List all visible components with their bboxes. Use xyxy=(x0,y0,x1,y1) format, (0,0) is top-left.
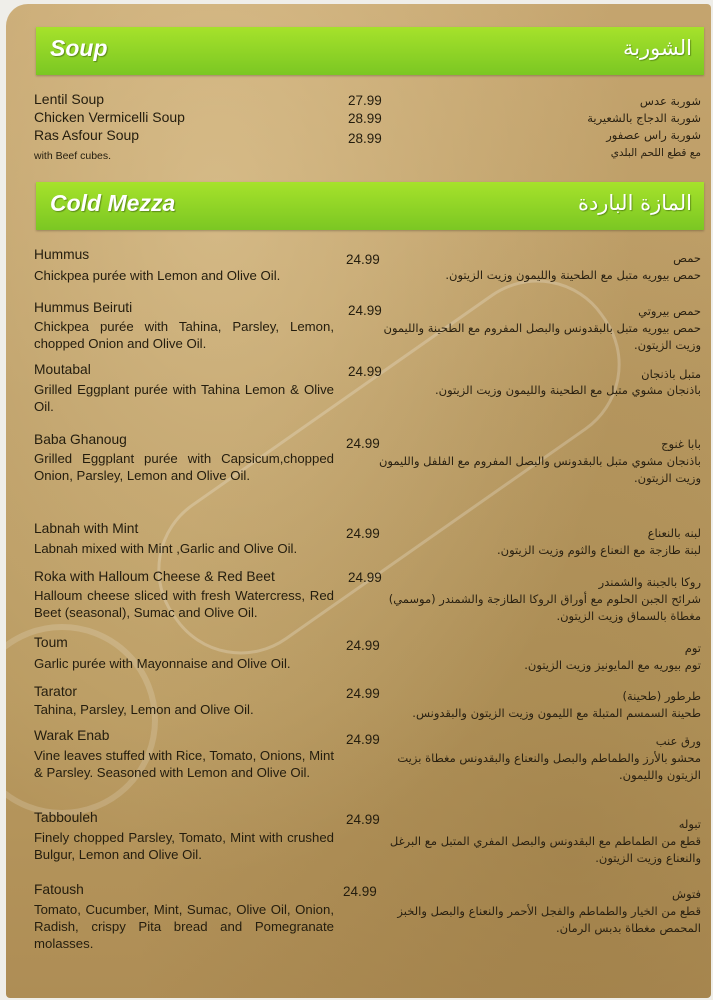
soup-item-price: 27.99 xyxy=(348,93,382,108)
mezza-item-name: Tarator xyxy=(34,684,77,699)
mezza-item-ar-desc: حمص بيوريه متبل مع الطحينة والليمون وزيت الزيتون. xyxy=(445,268,701,282)
mezza-item-ar-name: طرطور (طحينة) xyxy=(622,689,701,703)
mezza-item-price: 24.99 xyxy=(346,252,380,267)
mezza-item-ar-desc: باذنجان مشوي متبل مع الطحينة والليمون وزيت الزيتون. xyxy=(434,383,701,397)
mezza-item-ar-name: توم xyxy=(684,641,701,655)
mezza-item-name: Hummus Beiruti xyxy=(34,300,133,315)
mezza-item-desc: Labnah mixed with Mint ,Garlic and Olive Oil. xyxy=(34,541,298,556)
mezza-item-price: 24.99 xyxy=(343,884,377,899)
mezza-item-ar-name: لبنه بالنعناع xyxy=(647,526,701,540)
soup-item-ar: شوربة الدجاج بالشعيرية xyxy=(587,111,701,125)
menu-page xyxy=(6,4,711,998)
mezza-item-desc: Finely chopped Parsley, Tomato, Mint with crushed Bulgur, Lemon and Olive Oil. xyxy=(34,830,334,862)
mezza-item-name: Baba Ghanoug xyxy=(34,432,127,447)
mezza-item-ar-name: ورق عنب xyxy=(655,734,701,748)
soup-item-ar: شوربة عدس xyxy=(639,94,701,108)
mezza-item-desc: Tomato, Cucumber, Mint, Sumac, Olive Oil, Onion, Radish, crispy Pita bread and Pomegranate molasses. xyxy=(34,902,334,951)
mezza-item-ar-name: تبوله xyxy=(678,817,701,831)
mezza-title-en: Cold Mezza xyxy=(50,190,176,216)
mezza-item-name: Moutabal xyxy=(34,362,91,377)
mezza-item-ar-desc: حمص بيوريه متبل بالبقدونس والبصل المفروم مع الطحينة والليمون وزيت الزيتون. xyxy=(383,321,701,352)
mezza-item-ar-desc: باذنجان مشوي متبل بالبقدونس والبصل المفروم مع الفلفل والليمون وزيت الزيتون. xyxy=(378,454,701,485)
mezza-item-price: 24.99 xyxy=(348,364,382,379)
mezza-item-ar-desc: توم بيوريه مع المايونيز وزيت الزيتون. xyxy=(524,658,701,672)
soup-note-ar: مع قطع اللحم البلدي xyxy=(610,147,701,159)
mezza-item-ar-desc: قطع من الطماطم مع البقدونس والبصل المفري المتبل مع البرغل والنعناع وزيت الزيتون. xyxy=(389,834,701,865)
mezza-item-name: Warak Enab xyxy=(34,728,110,743)
soup-item-price: 28.99 xyxy=(348,131,382,146)
soup-title-en: Soup xyxy=(50,35,108,61)
mezza-item-desc: Grilled Eggplant purée with Tahina Lemon & Olive Oil. xyxy=(34,382,334,414)
mezza-item-ar-desc: قطع من الخيار والطماطم والفجل الأحمر والنعناع والبصل والخبز المحمص مغطاة بدبس الرمان. xyxy=(397,904,701,935)
mezza-item-ar-name: بابا غنوج xyxy=(661,437,701,451)
mezza-item-desc: Garlic purée with Mayonnaise and Olive Oil. xyxy=(34,656,291,671)
mezza-item-name: Toum xyxy=(34,635,68,650)
mezza-item-ar-name: فتوش xyxy=(672,887,701,901)
soup-item-price: 28.99 xyxy=(348,111,382,126)
watermark-seal xyxy=(6,624,158,816)
mezza-item-ar-desc: محشو بالأرز والطماطم والبصل والنعناع والبقدونس مغطاة بزيت الزيتون والليمون. xyxy=(397,751,701,782)
mezza-item-price: 24.99 xyxy=(346,638,380,653)
mezza-item-desc: Vine leaves stuffed with Rice, Tomato, Onions, Mint & Parsley. Seasoned with Lemon and Olive Oil. xyxy=(34,748,334,780)
mezza-item-ar-name: متبل باذنجان xyxy=(641,367,701,381)
soup-note: with Beef cubes. xyxy=(34,150,112,162)
mezza-item-name: Fatoush xyxy=(34,882,84,897)
mezza-item-price: 24.99 xyxy=(346,436,380,451)
mezza-item-ar-name: حمص بيروتي xyxy=(638,304,701,318)
mezza-item-desc: Chickpea purée with Tahina, Parsley, Lemon, chopped Onion and Olive Oil. xyxy=(34,319,334,351)
soup-header xyxy=(36,27,704,75)
mezza-item-price: 24.99 xyxy=(346,686,380,701)
mezza-item-price: 24.99 xyxy=(348,570,382,585)
mezza-item-ar-name: حمص xyxy=(673,251,701,265)
soup-item-name: Ras Asfour Soup xyxy=(34,127,140,143)
mezza-item-price: 24.99 xyxy=(346,812,380,827)
mezza-item-desc: Grilled Eggplant purée with Capsicum,chopped Onion, Parsley, Lemon and Olive Oil. xyxy=(34,451,334,483)
mezza-item-ar-desc: لبنة طازجة مع النعناع والثوم وزيت الزيتون. xyxy=(496,543,701,557)
soup-item-ar: شوربة راس عصفور xyxy=(606,128,701,142)
soup-item-name: Chicken Vermicelli Soup xyxy=(34,109,185,125)
mezza-item-name: Hummus xyxy=(34,247,90,262)
soup-title-ar: الشوربة xyxy=(622,36,692,60)
mezza-item-name: Roka with Halloum Cheese & Red Beet xyxy=(34,569,275,584)
mezza-item-desc: Tahina, Parsley, Lemon and Olive Oil. xyxy=(34,702,254,717)
mezza-item-desc: Halloum cheese sliced with fresh Watercress, Red Beet (seasonal), Sumac and Olive Oil. xyxy=(34,588,334,620)
mezza-item-price: 24.99 xyxy=(348,303,382,318)
mezza-header xyxy=(36,182,704,230)
mezza-item-ar-name: روكا بالجبنة والشمندر xyxy=(598,575,701,589)
mezza-item-ar-desc: طحينة السمسم المتبلة مع الليمون وزيت الزيتون والبقدونس. xyxy=(412,706,701,720)
mezza-item-price: 24.99 xyxy=(346,526,380,541)
mezza-item-ar-desc: شرائح الجبن الحلوم مع أوراق الروكا الطازجة والشمندر (موسمي) مغطاة بالسماق وزيت الزيتون. xyxy=(388,592,701,623)
mezza-item-desc: Chickpea purée with Lemon and Olive Oil. xyxy=(34,268,281,283)
mezza-item-name: Labnah with Mint xyxy=(34,521,139,536)
soup-item-name: Lentil Soup xyxy=(34,91,105,107)
mezza-title-ar: المازة الباردة xyxy=(577,191,692,215)
mezza-item-name: Tabbouleh xyxy=(34,810,98,825)
mezza-item-price: 24.99 xyxy=(346,732,380,747)
